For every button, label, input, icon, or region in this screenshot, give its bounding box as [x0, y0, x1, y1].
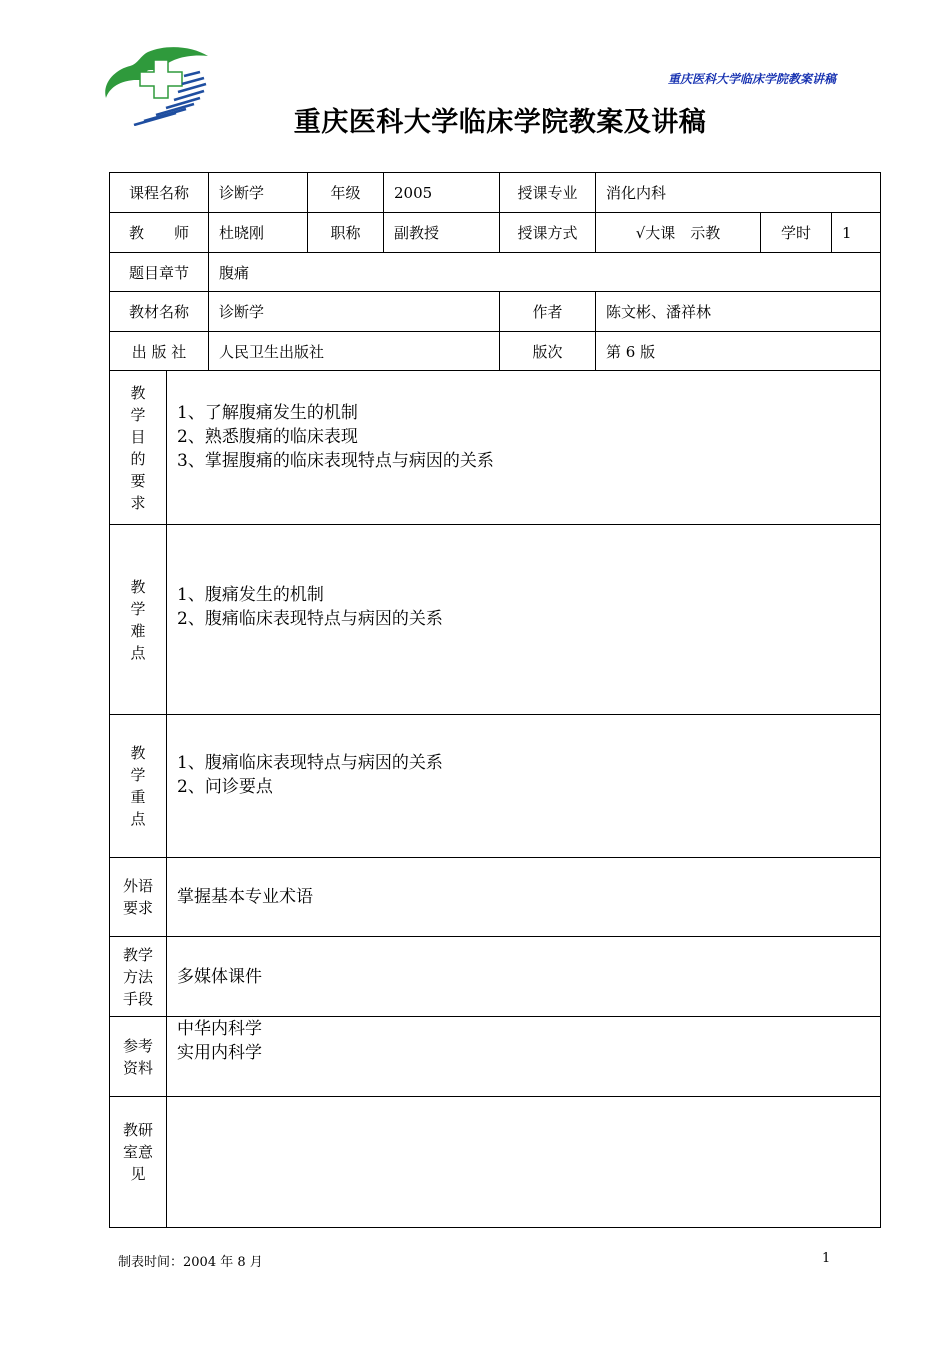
table-row	[110, 715, 881, 858]
list-item: 1、腹痛临床表现特点与病因的关系	[177, 753, 443, 773]
table-row	[110, 937, 881, 1017]
grade-label: 年级	[308, 173, 384, 213]
list-item: 2、问诊要点	[177, 777, 273, 797]
table-row	[110, 1017, 881, 1097]
table-row	[110, 858, 881, 937]
course-name-label: 课程名称	[110, 173, 209, 213]
header-running-title: 重庆医科大学临床学院教案讲稿	[667, 72, 836, 86]
textbook-label: 教材名称	[110, 292, 209, 332]
teacher-value: 杜晓刚	[209, 213, 308, 253]
author-value: 陈文彬、潘祥林	[596, 292, 881, 332]
objectives-label: 教 学 目 的 要 求	[110, 371, 167, 525]
list-item: 1、了解腹痛发生的机制	[177, 403, 358, 423]
hours-label: 学时	[761, 213, 832, 253]
footer-date: 制表时间：2004 年 8 月	[118, 1255, 263, 1270]
key-points-content	[167, 715, 881, 858]
method-value: √大课 示教	[596, 213, 761, 253]
edition-label: 版次	[500, 332, 596, 371]
publisher-label: 出 版 社	[110, 332, 209, 371]
table-row	[110, 1097, 881, 1228]
major-value: 消化内科	[596, 173, 881, 213]
chapter-label: 题目章节	[110, 253, 209, 292]
references-label: 参考 资料	[110, 1017, 167, 1097]
table-row	[110, 525, 881, 715]
edition-value: 第 6 版	[596, 332, 881, 371]
foreign-language-label: 外语 要求	[110, 858, 167, 937]
foreign-language-content: 掌握基本专业术语	[167, 858, 881, 937]
list-item: 1、腹痛发生的机制	[177, 585, 324, 605]
list-item: 2、熟悉腹痛的临床表现	[177, 427, 358, 447]
major-label: 授课专业	[500, 173, 596, 213]
objectives-content	[167, 371, 881, 525]
lesson-plan-table	[109, 172, 881, 1228]
chapter-value: 腹痛	[209, 253, 881, 292]
table-row	[110, 173, 881, 213]
author-label: 作者	[500, 292, 596, 332]
table-row	[110, 253, 881, 292]
dept-opinion-label: 教研 室意 见	[110, 1097, 167, 1228]
title-value: 副教授	[384, 213, 500, 253]
page-number: 1	[822, 1251, 831, 1266]
title-label: 职称	[308, 213, 384, 253]
difficulties-label: 教 学 难 点	[110, 525, 167, 715]
references-content	[167, 1017, 881, 1097]
list-item: 中华内科学	[177, 1019, 262, 1039]
method-label: 授课方式	[500, 213, 596, 253]
publisher-value: 人民卫生出版社	[209, 332, 500, 371]
course-name-value: 诊断学	[209, 173, 308, 213]
table-row	[110, 292, 881, 332]
dept-opinion-content	[167, 1097, 881, 1228]
teacher-label: 教 师	[110, 213, 209, 253]
list-item: 实用内科学	[177, 1043, 262, 1063]
textbook-value: 诊断学	[209, 292, 500, 332]
teaching-methods-label: 教学 方法 手段	[110, 937, 167, 1017]
list-item: 2、腹痛临床表现特点与病因的关系	[177, 609, 443, 629]
table-row	[110, 213, 881, 253]
difficulties-content	[167, 525, 881, 715]
page-title: 重庆医科大学临床学院教案及讲稿	[293, 107, 707, 138]
list-item: 3、掌握腹痛的临床表现特点与病因的关系	[177, 451, 494, 471]
grade-value: 2005	[384, 173, 500, 213]
table-row	[110, 371, 881, 525]
key-points-label: 教 学 重 点	[110, 715, 167, 858]
teaching-methods-content: 多媒体课件	[167, 937, 881, 1017]
table-row	[110, 332, 881, 371]
hours-value: 1	[832, 213, 881, 253]
